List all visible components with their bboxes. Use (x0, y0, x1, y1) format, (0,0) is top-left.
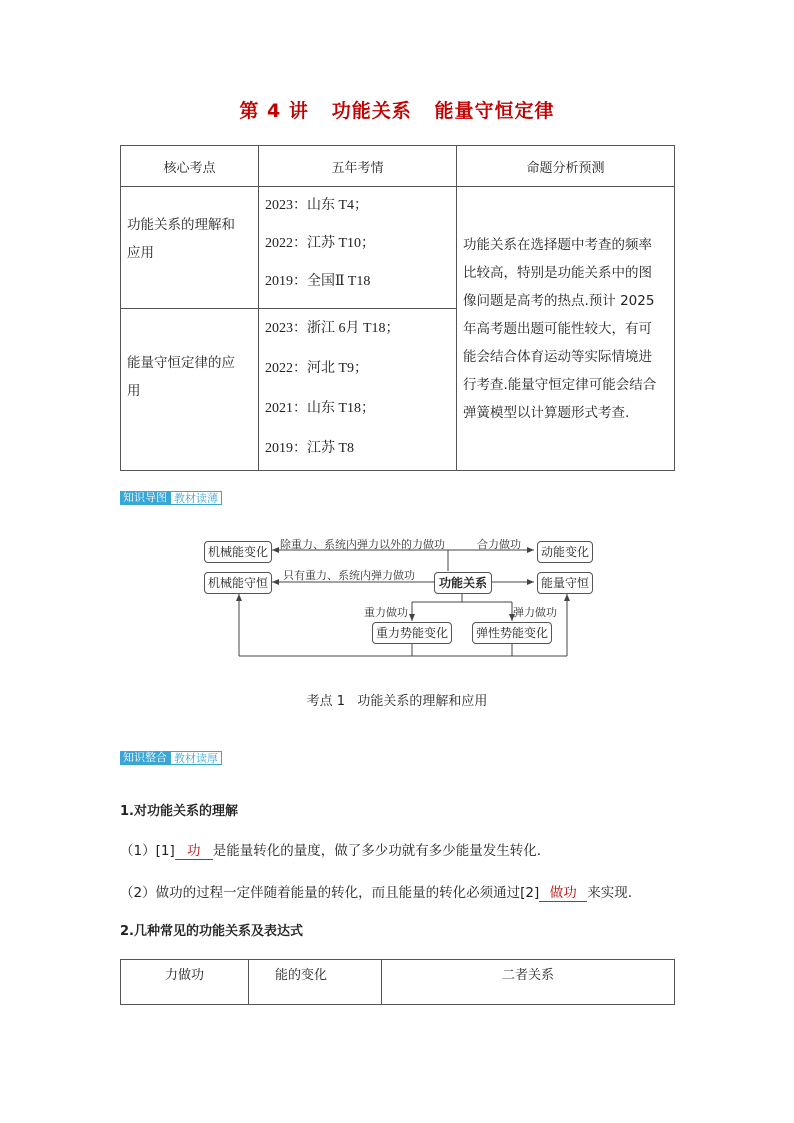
prediction-line: 功能关系在选择题中考查的频率 (463, 236, 652, 253)
para-text: （1）[1] (120, 843, 175, 859)
header-cell: 能的变化 (249, 960, 382, 1005)
prediction-line: 比较高，特别是功能关系中的图 (463, 264, 652, 281)
edge-label-net-force-work: 合力做功 (477, 538, 521, 551)
table-header-row (121, 960, 675, 1005)
node-mechanical-energy-conservation: 机械能守恒 (204, 572, 272, 594)
prediction-line: 弹簧模型以计算题形式考查. (463, 404, 630, 421)
edge-label-gravity-work: 重力做功 (364, 606, 408, 619)
header-cell: 力做功 (121, 960, 249, 1005)
para-text: （2）做功的过程一定伴随着能量的转化，而且能量的转化必须通过[2] (120, 885, 540, 901)
topic-line: 应用 (127, 245, 154, 261)
para-text: 是能量转化的量度，做了多少功就有多少能量发生转化. (212, 843, 542, 859)
prediction-line: 行考查.能量守恒定律可能会结合 (463, 376, 657, 393)
exam-line: 2022：江苏 T10； (265, 236, 376, 251)
node-kinetic-energy-change: 动能变化 (537, 541, 593, 563)
section-heading: 2.几种常见的功能关系及表达式 (120, 924, 303, 939)
header-cell: 二者关系 (382, 960, 675, 1005)
node-work-energy-relation: 功能关系 (434, 572, 492, 594)
exam-line: 2022：河北 T9； (265, 361, 369, 376)
badge-left: 知识整合 (120, 751, 170, 765)
topic-line: 能量守恒定律的应 (127, 355, 235, 371)
edge-label-spring-work: 弹力做功 (513, 606, 557, 619)
header-cell: 五年考情 (259, 146, 457, 187)
node-gravitational-pe-change: 重力势能变化 (372, 622, 452, 644)
node-energy-conservation: 能量守恒 (537, 572, 593, 594)
knowledge-integration-badge (120, 751, 222, 765)
section-kaodian-title: 考点 1 功能关系的理解和应用 (306, 694, 488, 709)
header-cell: 命题分析预测 (457, 146, 675, 187)
badge-right: 教材读厚 (170, 751, 222, 765)
topic-line: 用 (127, 383, 141, 399)
badge-left: 知识导图 (120, 491, 170, 505)
paragraph-2 (120, 881, 632, 902)
para-text: 来实现. (587, 885, 633, 901)
answer-blank-1: 功 (175, 839, 213, 860)
exam-line: 2023：浙江 6月 T18； (265, 321, 400, 336)
prediction-line: 像问题是高考的热点.预计 2025 (463, 292, 655, 309)
node-mechanical-energy-change: 机械能变化 (204, 541, 272, 563)
paragraph-1 (120, 839, 541, 860)
badge-right: 教材读薄 (170, 491, 222, 505)
exam-line: 2019：江苏 T8 (265, 441, 355, 456)
topic-line: 功能关系的理解和 (127, 217, 235, 233)
prediction-line: 年高考题出题可能性较大，有可 (463, 320, 652, 337)
header-cell: 核心考点 (121, 146, 259, 187)
exam-line: 2021：山东 T18； (265, 401, 376, 416)
node-elastic-pe-change: 弹性势能变化 (472, 622, 552, 644)
exam-line: 2023：山东 T4； (265, 198, 369, 213)
section-heading: 1.对功能关系的理解 (120, 804, 238, 819)
edge-label-only-gravity-spring: 只有重力、系统内弹力做功 (283, 569, 415, 582)
work-energy-table (120, 959, 675, 1005)
exam-line: 2019：全国Ⅱ T18 (265, 274, 371, 289)
prediction-line: 能会结合体育运动等实际情境进 (463, 348, 652, 365)
page-title: 第 4 讲 功能关系 能量守恒定律 (239, 100, 555, 122)
edge-label-other-force-work: 除重力、系统内弹力以外的力做功 (280, 538, 445, 551)
answer-blank-2: 做功 (539, 881, 587, 902)
